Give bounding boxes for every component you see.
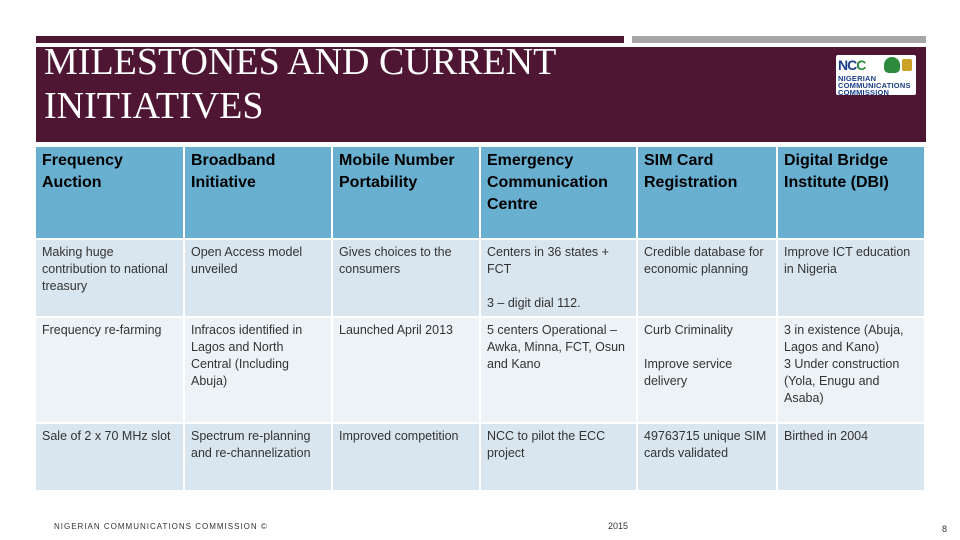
column-header: Broadband Initiative (185, 147, 333, 240)
table-cell: 5 centers Operational – Awka, Minna, FCT, Osun and Kano (481, 318, 638, 424)
table-cell: Credible database for economic planning (638, 240, 778, 318)
logo-wordmark: NIGERIAN COMMUNICATIONS COMMISSION (838, 74, 911, 97)
table-cell: Infracos identified in Lagos and North Central (Including Abuja) (185, 318, 333, 424)
table-cell: Open Access model unveiled (185, 240, 333, 318)
column-header: Emergency Communication Centre (481, 147, 638, 240)
page-number: 8 (942, 524, 948, 534)
table-cell (481, 240, 638, 318)
eagle-icon (902, 59, 912, 71)
footer-year: 2015 (608, 521, 629, 531)
table-cell: Frequency re-farming (36, 318, 185, 424)
logo-mark: NCC (838, 57, 866, 73)
column-header: Mobile Number Portability (333, 147, 481, 240)
table-cell: Improved competition (333, 424, 481, 492)
table-cell: 49763715 unique SIM cards validated (638, 424, 778, 492)
title-banner (36, 41, 926, 142)
coat-of-arms-icon (884, 57, 900, 73)
table-header-row (36, 147, 926, 240)
table-cell: Making huge contribution to national treasury (36, 240, 185, 318)
column-header: Frequency Auction (36, 147, 185, 240)
cell-text: Centers in 36 states + FCT (487, 245, 609, 276)
ncc-logo (836, 55, 916, 95)
milestones-table (36, 147, 926, 492)
cell-text: 3 in existence (Abuja, Lagos and Kano) (784, 323, 904, 354)
table-cell: Birthed in 2004 (778, 424, 926, 492)
column-header: SIM Card Registration (638, 147, 778, 240)
top-accent-bar-right (632, 36, 926, 43)
table-cell: NCC to pilot the ECC project (481, 424, 638, 492)
cell-text: 3 – digit dial 112. (487, 296, 581, 310)
table-cell: Sale of 2 x 70 MHz slot (36, 424, 185, 492)
cell-text: Curb Criminality (644, 323, 733, 337)
cell-text: Improve service delivery (644, 357, 733, 388)
table-cell: Spectrum re-planning and re-channelization (185, 424, 333, 492)
table-cell: Gives choices to the consumers (333, 240, 481, 318)
column-header: Digital Bridge Institute (DBI) (778, 147, 926, 240)
slide-title: MILESTONES AND CURRENT INITIATIVES (44, 41, 556, 127)
footer-organization: NIGERIAN COMMUNICATIONS COMMISSION © (54, 522, 268, 531)
table-cell: Launched April 2013 (333, 318, 481, 424)
table-cell (638, 318, 778, 424)
cell-text: 3 Under construction (Yola, Enugu and Asaba) (784, 357, 900, 405)
table-row (36, 318, 926, 424)
table-cell: Improve ICT education in Nigeria (778, 240, 926, 318)
table-row (36, 240, 926, 318)
table-row (36, 424, 926, 492)
table-cell (778, 318, 926, 424)
